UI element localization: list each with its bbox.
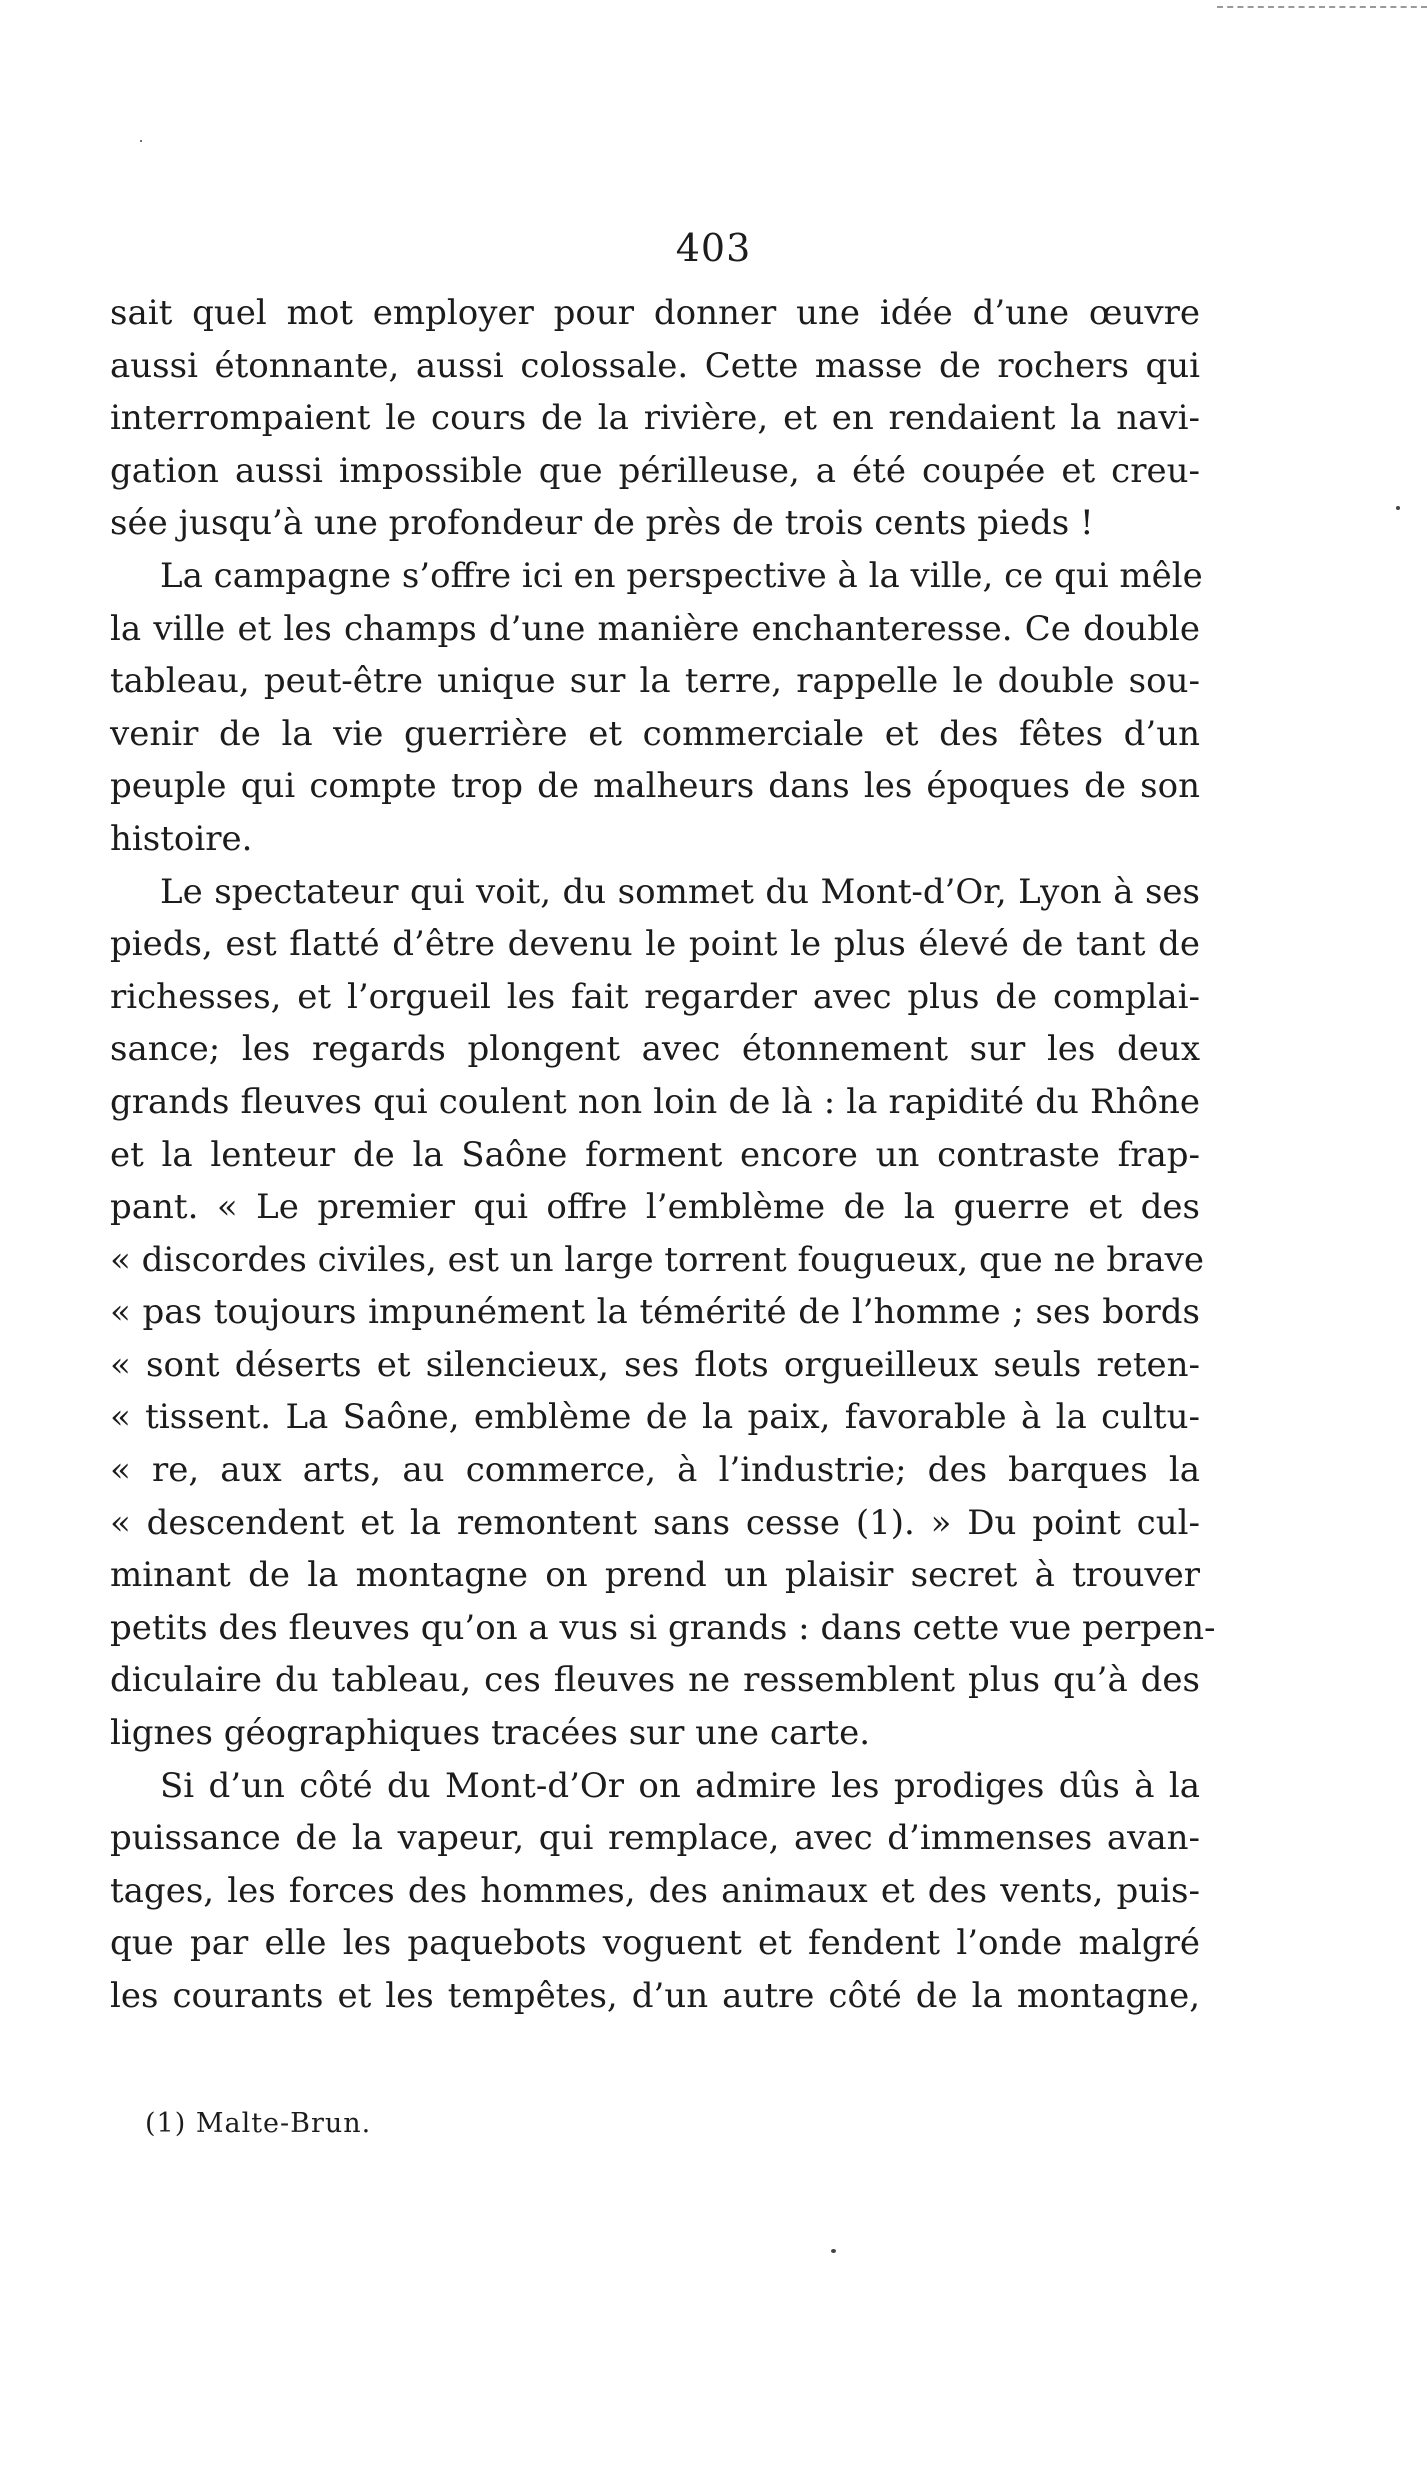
text-line: les courants et les tempêtes, d’un autre côté de la montagne,: [110, 1976, 1200, 2016]
ink-speck: [1396, 506, 1400, 510]
footnote: (1) Malte-Brun.: [145, 2108, 372, 2139]
text-line: lignes géographiques tracées sur une carte.: [110, 1713, 871, 1754]
text-line: « re, aux arts, au commerce, à l’industrie; des barques la: [110, 1450, 1200, 1491]
text-line: peuple qui compte trop de malheurs dans les époques de son: [110, 766, 1200, 807]
text-line: que par elle les paquebots voguent et fendent l’onde malgré: [110, 1923, 1200, 1964]
text-line: sance; les regards plongent avec étonnement sur les deux: [110, 1029, 1200, 1070]
text-line: gation aussi impossible que périlleuse, a été coupée et creu-: [110, 450, 1200, 491]
text-line: petits des fleuves qu’on a vus si grands : dans cette vue perpen-: [110, 1607, 1216, 1648]
text-line: minant de la montagne on prend un plaisir secret à trouver: [110, 1555, 1200, 1596]
text-line: « discordes civiles, est un large torrent fougueux, que ne brave: [110, 1239, 1204, 1280]
text-line: aussi étonnante, aussi colossale. Cette masse de rochers qui: [110, 345, 1200, 386]
text-line: « sont déserts et silencieux, ses flots orgueilleux seuls reten-: [110, 1344, 1200, 1385]
text-line: « tissent. La Saône, emblème de la paix, favorable à la cultu-: [110, 1397, 1200, 1438]
paragraph-start-line: La campagne s’offre ici en perspective à la ville, ce qui mêle: [160, 555, 1203, 596]
text-line: richesses, et l’orgueil les fait regarder avec plus de complai-: [110, 976, 1200, 1017]
text-line: pant. « Le premier qui offre l’emblème de la guerre et des: [110, 1187, 1200, 1228]
text-line: puissance de la vapeur, qui remplace, avec d’immenses avan-: [110, 1818, 1200, 1859]
text-line: « descendent et la remontent sans cesse (1). » Du point cul-: [110, 1502, 1200, 1543]
text-line: venir de la vie guerrière et commerciale et des fêtes d’un: [110, 713, 1200, 754]
text-line: tages, les forces des hommes, des animaux et des vents, puis-: [110, 1870, 1200, 1911]
ink-speck: [140, 140, 142, 142]
text-line: tableau, peut-être unique sur la terre, rappelle le double sou-: [110, 661, 1200, 702]
ink-speck: [831, 2249, 836, 2253]
text-line: sée jusqu’à une profondeur de près de trois cents pieds !: [110, 503, 1094, 544]
text-line: la ville et les champs d’une manière enchanteresse. Ce double: [110, 608, 1200, 649]
text-line: « pas toujours impunément la témérité de l’homme ; ses bords: [110, 1292, 1200, 1333]
page-number: 403: [675, 226, 752, 270]
text-line: grands fleuves qui coulent non loin de là : la rapidité du Rhône: [110, 1081, 1200, 1122]
text-line: interrompaient le cours de la rivière, et en rendaient la navi-: [110, 398, 1200, 439]
body-text: [110, 287, 1216, 2023]
text-line: sait quel mot employer pour donner une idée d’une œuvre: [110, 293, 1200, 333]
paragraph-start-line: Si d’un côté du Mont-d’Or on admire les prodiges dûs à la: [160, 1765, 1200, 1806]
text-line: diculaire du tableau, ces fleuves ne ressemblent plus qu’à des: [110, 1660, 1200, 1701]
top-edge-rule: [1217, 6, 1427, 8]
text-line: histoire.: [110, 818, 253, 859]
text-line: et la lenteur de la Saône forment encore un contraste frap-: [110, 1134, 1200, 1175]
text-line: pieds, est flatté d’être devenu le point le plus élevé de tant de: [110, 924, 1200, 965]
paragraph-start-line: Le spectateur qui voit, du sommet du Mont-d’Or, Lyon à ses: [160, 871, 1200, 912]
